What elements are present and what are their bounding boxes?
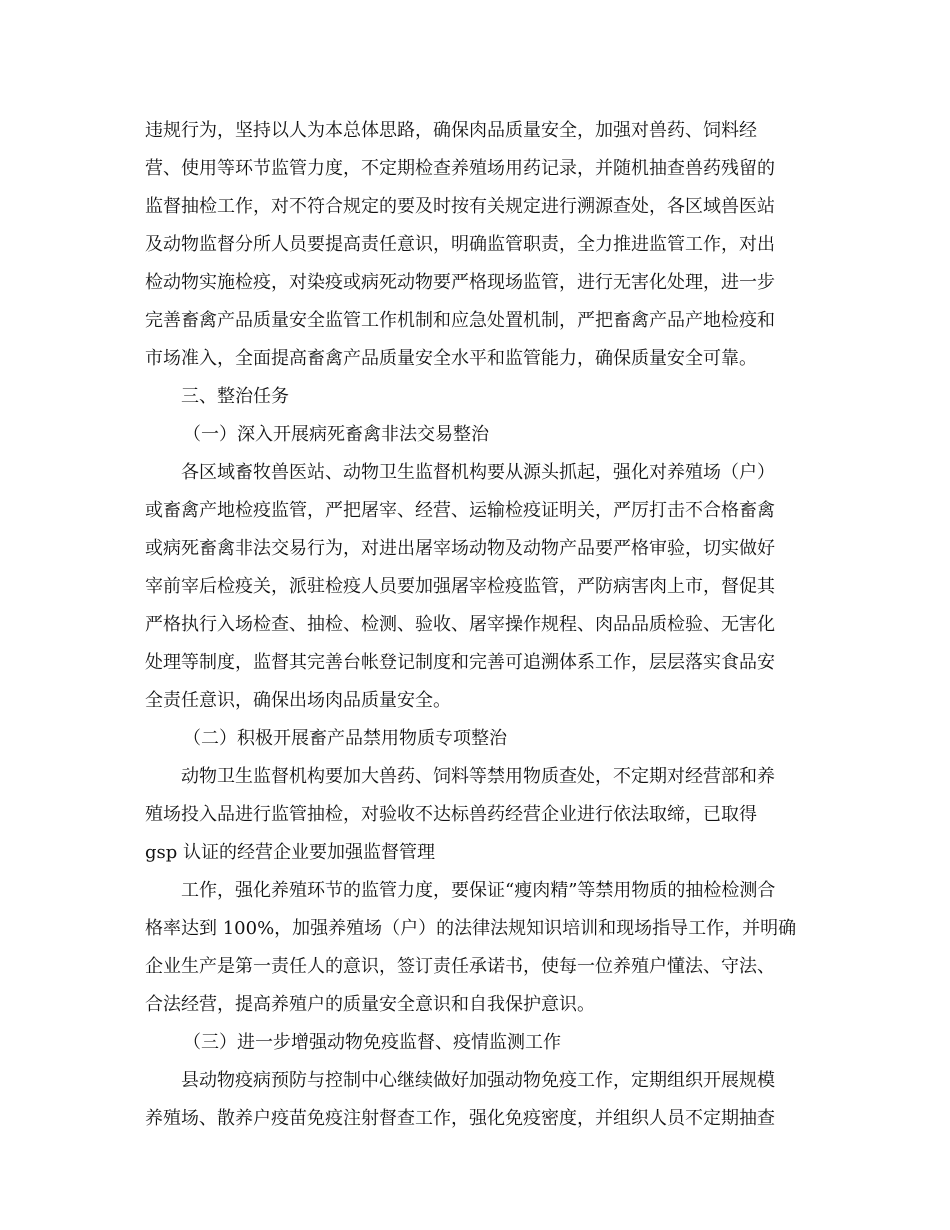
paragraph-line: 或畜禽产地检疫监管，严把屠宰、经营、运输检疫证明关，严厉打击不合格畜禽 xyxy=(145,500,775,521)
paragraph-line: 殖场投入品进行监管抽检，对验收不达标兽药经营企业进行依法取缔，已取得 xyxy=(145,804,757,825)
subsection-heading: （一）深入开展病死畜禽非法交易整治 xyxy=(183,424,489,445)
paragraph-line: 处理等制度，监督其完善台帐登记制度和完善可追溯体系工作，层层落实食品安 xyxy=(145,652,775,673)
paragraph-line: 格率达到 100%，加强养殖场（户）的法律法规知识培训和现场指导工作，并明确 xyxy=(145,918,797,939)
paragraph-line: 严格执行入场检查、抽检、检测、验收、屠宰操作规程、肉品品质检验、无害化 xyxy=(145,614,775,635)
section-heading: 三、整治任务 xyxy=(181,386,289,407)
paragraph-line: 养殖场、散养户疫苗免疫注射督查工作，强化免疫密度，并组织人员不定期抽查 xyxy=(145,1108,775,1129)
paragraph-line: gsp 认证的经营企业要加强监督管理 xyxy=(145,842,436,863)
subsection-heading: （二）积极开展畜产品禁用物质专项整治 xyxy=(183,728,507,749)
paragraph-line: 违规行为，坚持以人为本总体思路，确保肉品质量安全，加强对兽药、饲料经 xyxy=(145,120,757,141)
paragraph-line: 各区域畜牧兽医站、动物卫生监督机构要从源头抓起，强化对养殖场（户） xyxy=(181,462,775,483)
subsection-heading: （三）进一步增强动物免疫监督、疫情监测工作 xyxy=(183,1032,561,1053)
paragraph-line: 完善畜禽产品质量安全监管工作机制和应急处置机制，严把畜禽产品产地检疫和 xyxy=(145,310,775,331)
document-body xyxy=(145,112,805,1138)
paragraph-line: 企业生产是第一责任人的意识，签订责任承诺书，使每一位养殖户懂法、守法、 xyxy=(145,956,775,977)
paragraph-line: 检动物实施检疫，对染疫或病死动物要严格现场监管，进行无害化处理，进一步 xyxy=(145,272,775,293)
paragraph-line: 监督抽检工作，对不符合规定的要及时按有关规定进行溯源查处，各区域兽医站 xyxy=(145,196,775,217)
paragraph-line: 动物卫生监督机构要加大兽药、饲料等禁用物质查处，不定期对经营部和养 xyxy=(181,766,775,787)
paragraph-line: 及动物监督分所人员要提高责任意识，明确监管职责，全力推进监管工作，对出 xyxy=(145,234,775,255)
paragraph-line: 或病死畜禽非法交易行为，对进出屠宰场动物及动物产品要严格审验，切实做好 xyxy=(145,538,775,559)
paragraph-line: 宰前宰后检疫关，派驻检疫人员要加强屠宰检疫监管，严防病害肉上市，督促其 xyxy=(145,576,775,597)
paragraph-line: 市场准入，全面提高畜禽产品质量安全水平和监管能力，确保质量安全可靠。 xyxy=(145,348,757,369)
paragraph-line: 营、使用等环节监管力度，不定期检查养殖场用药记录，并随机抽查兽药残留的 xyxy=(145,158,775,179)
paragraph-line: 合法经营，提高养殖户的质量安全意识和自我保护意识。 xyxy=(145,994,595,1015)
paragraph-line: 全责任意识，确保出场肉品质量安全。 xyxy=(145,690,451,711)
paragraph-line: 工作，强化养殖环节的监管力度，要保证“瘦肉精”等禁用物质的抽检检测合 xyxy=(181,880,776,901)
paragraph-line: 县动物疫病预防与控制中心继续做好加强动物免疫工作，定期组织开展规模 xyxy=(181,1070,775,1091)
